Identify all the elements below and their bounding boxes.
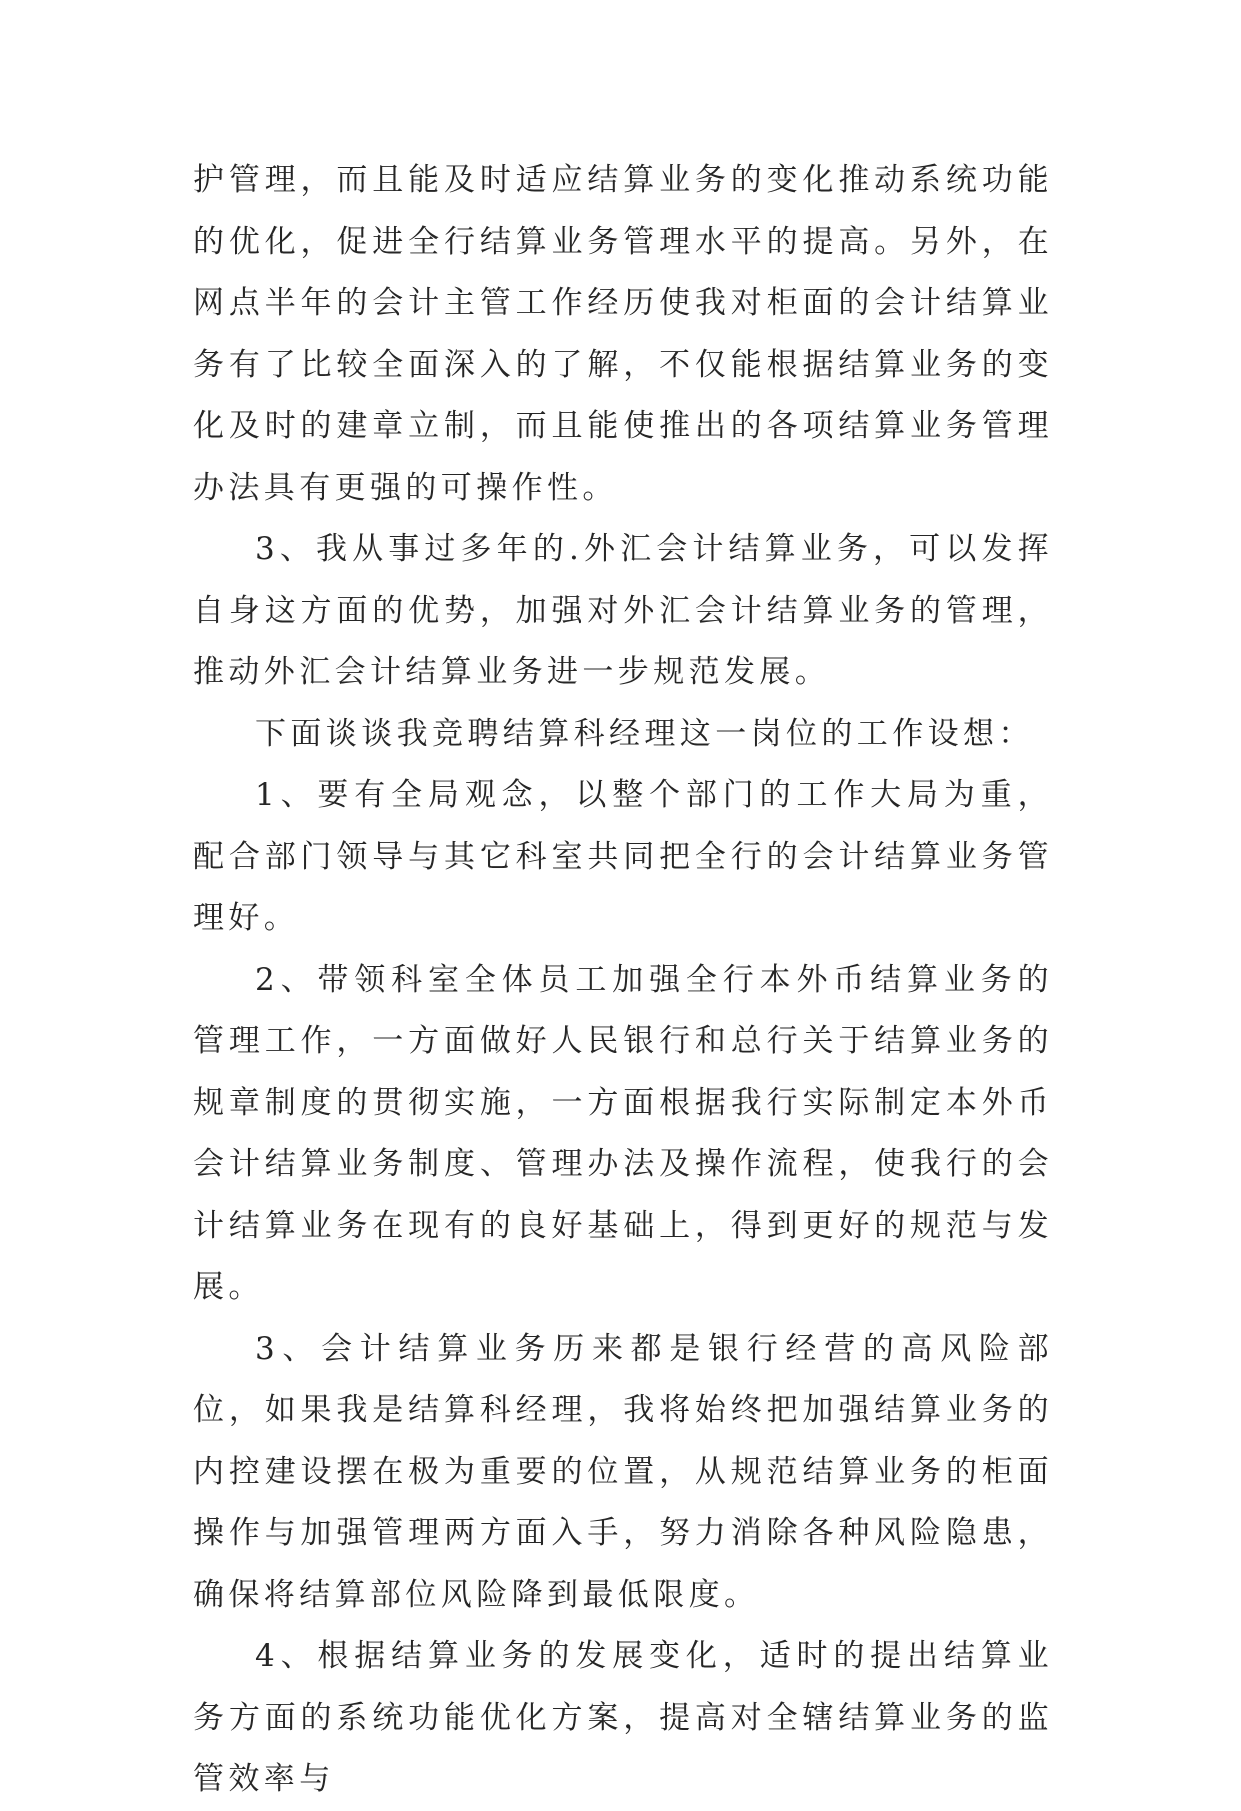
paragraph-3: 下面谈谈我竞聘结算科经理这一岗位的工作设想： [255,715,1034,752]
paragraph-6: 3、会计结算业务历来都是银行经营的高风险部位，如果我是结算科经理，我将始终把加强结算业务的内控建设摆在极为重要的位置，从规范结算业务的柜面操作与加强管理两方面入手，努力消除各种风险隐患，确保将结算部位风险降到最低限度。 [193,1330,1053,1613]
paragraph-5: 2、带领科室全体员工加强全行本外币结算业务的管理工作，一方面做好人民银行和总行关于结算业务的规章制度的贯彻实施，一方面根据我行实际制定本外币会计结算业务制度、管理办法及操作流程，使我行的会计结算业务在现有的良好基础上，得到更好的规范与发展。 [193,961,1053,1305]
document-body [193,150,1053,1811]
paragraph-2: 3、我从事过多年的.外汇会计结算业务，可以发挥自身这方面的优势，加强对外汇会计结算业务的管理，推动外汇会计结算业务进一步规范发展。 [193,531,1053,690]
paragraph-1: 护管理，而且能及时适应结算业务的变化推动系统功能的优化，促进全行结算业务管理水平的提高。另外，在网点半年的会计主管工作经历使我对柜面的会计结算业务有了比较全面深入的了解，不仅能根据结算业务的变化及时的建章立制，而且能使推出的各项结算业务管理办法具有更强的可操作性。 [193,162,1053,506]
paragraph-4: 1、要有全局观念，以整个部门的工作大局为重，配合部门领导与其它科室共同把全行的会计结算业务管理好。 [193,777,1053,936]
paragraph-7: 4、根据结算业务的发展变化，适时的提出结算业务方面的系统功能优化方案，提高对全辖结算业务的监管效率与 [193,1638,1053,1797]
